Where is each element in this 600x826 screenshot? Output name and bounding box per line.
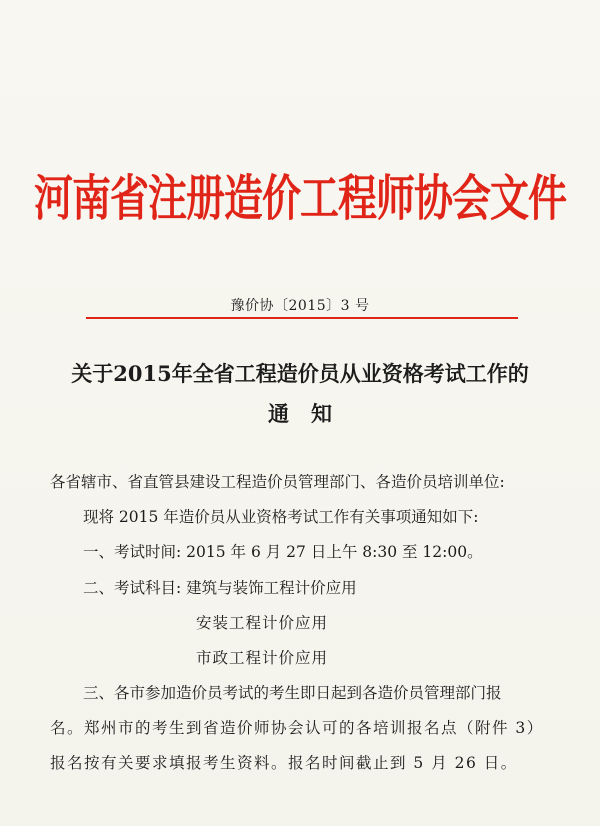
red-divider-line	[86, 317, 518, 319]
item-exam-subjects: 二、考试科目: 建筑与装饰工程计价应用	[83, 579, 357, 597]
item-registration-line3: 报名按有关要求填报考生资料。报名时间截止到 5 月 26 日。	[50, 754, 518, 772]
notice-title-line2: 通知	[268, 401, 354, 426]
exam-subject-municipal: 市政工程计价应用	[196, 649, 329, 667]
notice-title-line1: 关于2015年全省工程造价员从业资格考试工作的	[71, 361, 529, 386]
item-exam-time: 一、考试时间: 2015 年 6 月 27 日上午 8:30 至 12:00。	[83, 543, 483, 561]
document-number: 豫价协〔2015〕3 号	[230, 298, 370, 314]
organization-title: 河南省注册造价工程师协会文件	[33, 171, 566, 228]
item-registration-line1: 三、各市参加造价员考试的考生即日起到各造价员管理部门报	[83, 684, 502, 702]
exam-subject-installation: 安装工程计价应用	[196, 614, 329, 632]
item-registration-line2: 名。郑州市的考生到省造价师协会认可的各培训报名点（附件 3）	[50, 719, 544, 737]
addressee-line: 各省辖市、省直管县建设工程造价员管理部门、各造价员培训单位:	[50, 473, 505, 491]
intro-paragraph: 现将 2015 年造价员从业资格考试工作有关事项通知如下:	[83, 508, 479, 526]
